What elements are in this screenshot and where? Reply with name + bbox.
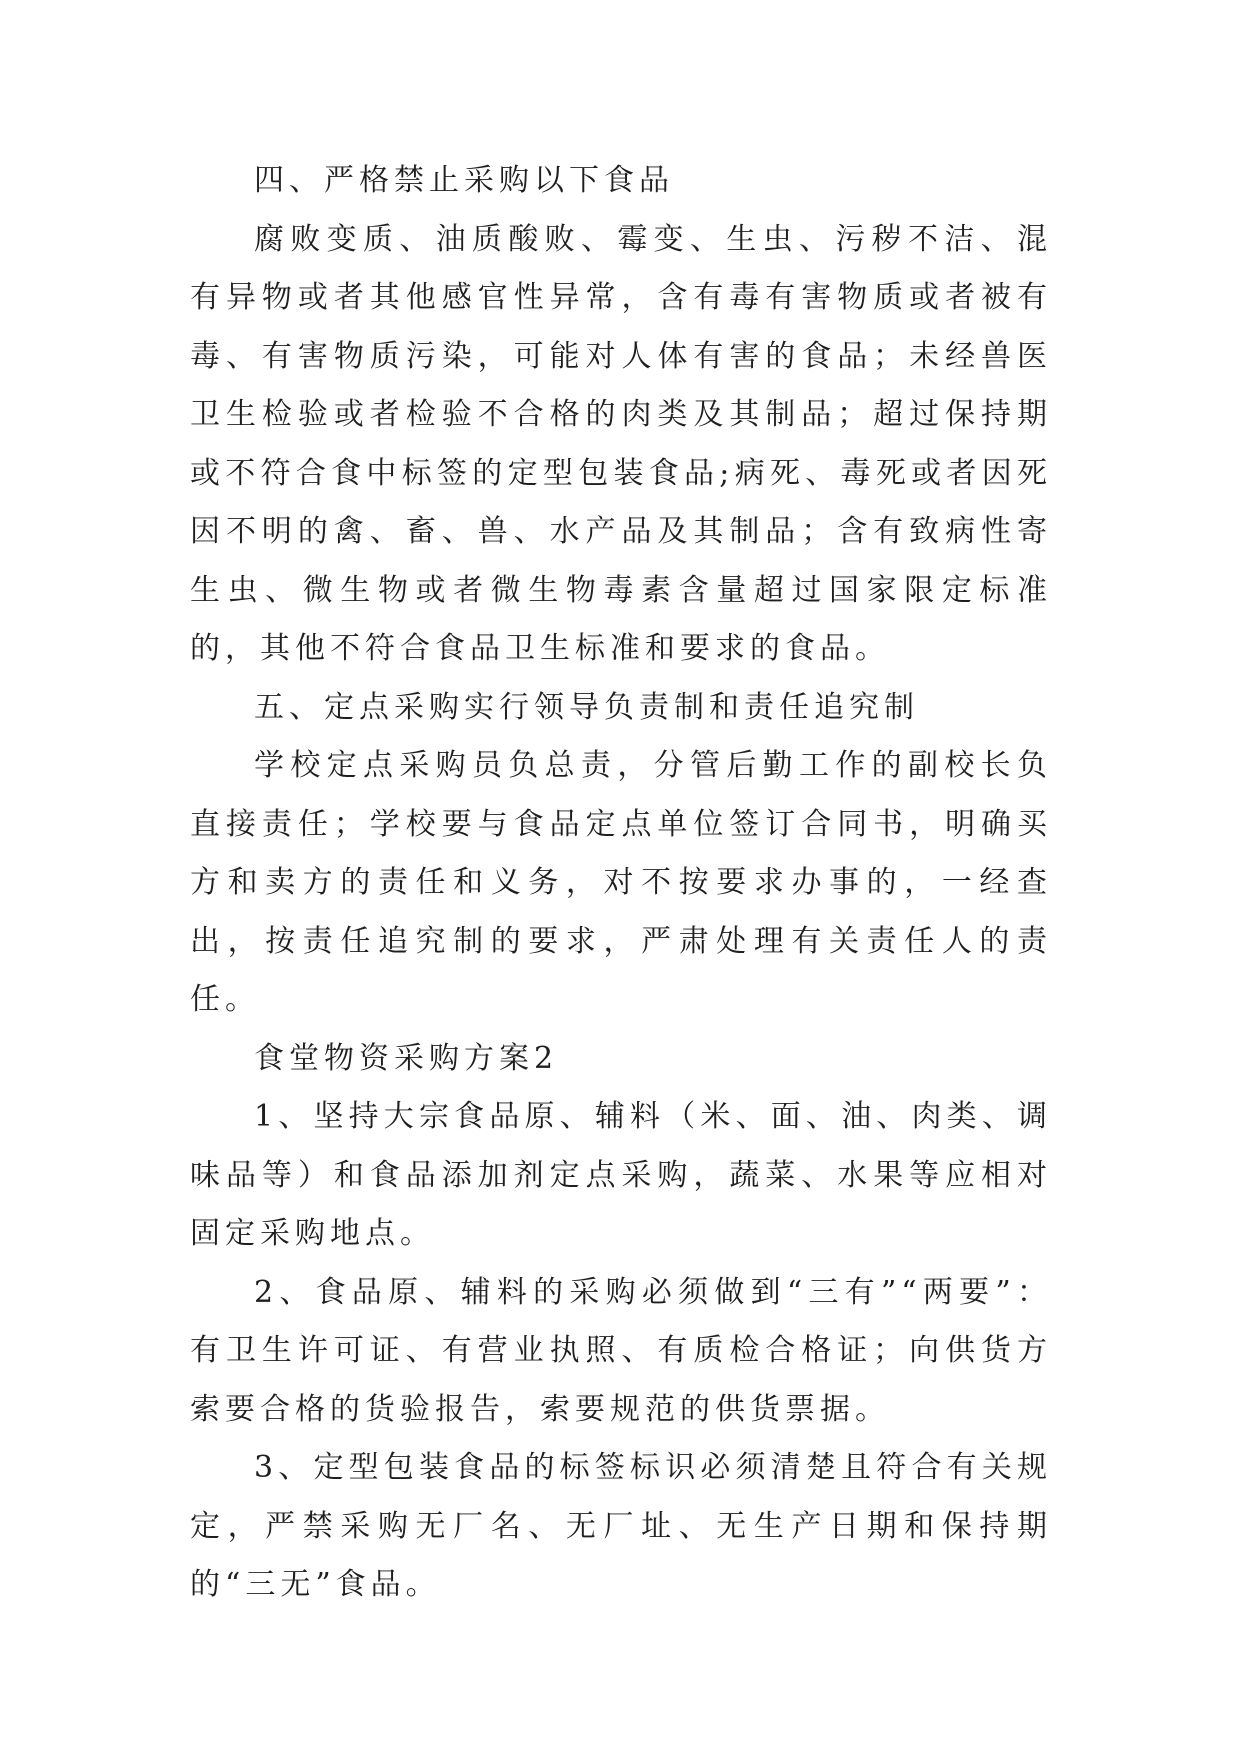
paragraph-item-2: 2、食品原、辅料的采购必须做到“三有”“两要”：有卫生许可证、有营业执照、有质检合格证；向供货方索要合格的货验报告，索要规范的供货票据。 (190, 1274, 1052, 1427)
plan-title-2: 食堂物资采购方案2 (254, 1040, 559, 1076)
section-heading-4: 四、严格禁止采购以下食品 (254, 163, 674, 198)
paragraph-item-3: 3、定型包装食品的标签标识必须清楚且符合有关规定，严禁采购无厂名、无厂址、无生产日期和保持期的“三无”食品。 (190, 1450, 1052, 1602)
paragraph-prohibited-foods: 腐败变质、油质酸败、霉变、生虫、污秽不洁、混有异物或者其他感官性异常，含有毒有害物质或者被有毒、有害物质污染，可能对人体有害的食品；未经兽医卫生检验或者检验不合格的肉类及其制品；超过保持期或不符合食中标签的定型包装食品;病死、毒死或者因死因不明的禽、畜、兽、水产品及其制品；含有致病性寄生虫、微生物或者微生物毒素含量超过国家限定标准的，其他不符合食品卫生标准和要求的食品。 (190, 221, 1052, 666)
document-page (190, 152, 1052, 1615)
paragraph-responsibility: 学校定点采购员负总责，分管后勤工作的副校长负直接责任；学校要与食品定点单位签订合同书，明确买方和卖方的责任和义务，对不按要求办事的，一经查出，按责任追究制的要求，严肃处理有关责任人的责任。 (190, 748, 1052, 1017)
section-heading-5: 五、定点采购实行领导负责制和责任追究制 (254, 689, 919, 725)
paragraph-item-1: 1、坚持大宗食品原、辅料（米、面、油、肉类、调味品等）和食品添加剂定点采购，蔬菜、水果等应相对固定采购地点。 (190, 1099, 1052, 1251)
